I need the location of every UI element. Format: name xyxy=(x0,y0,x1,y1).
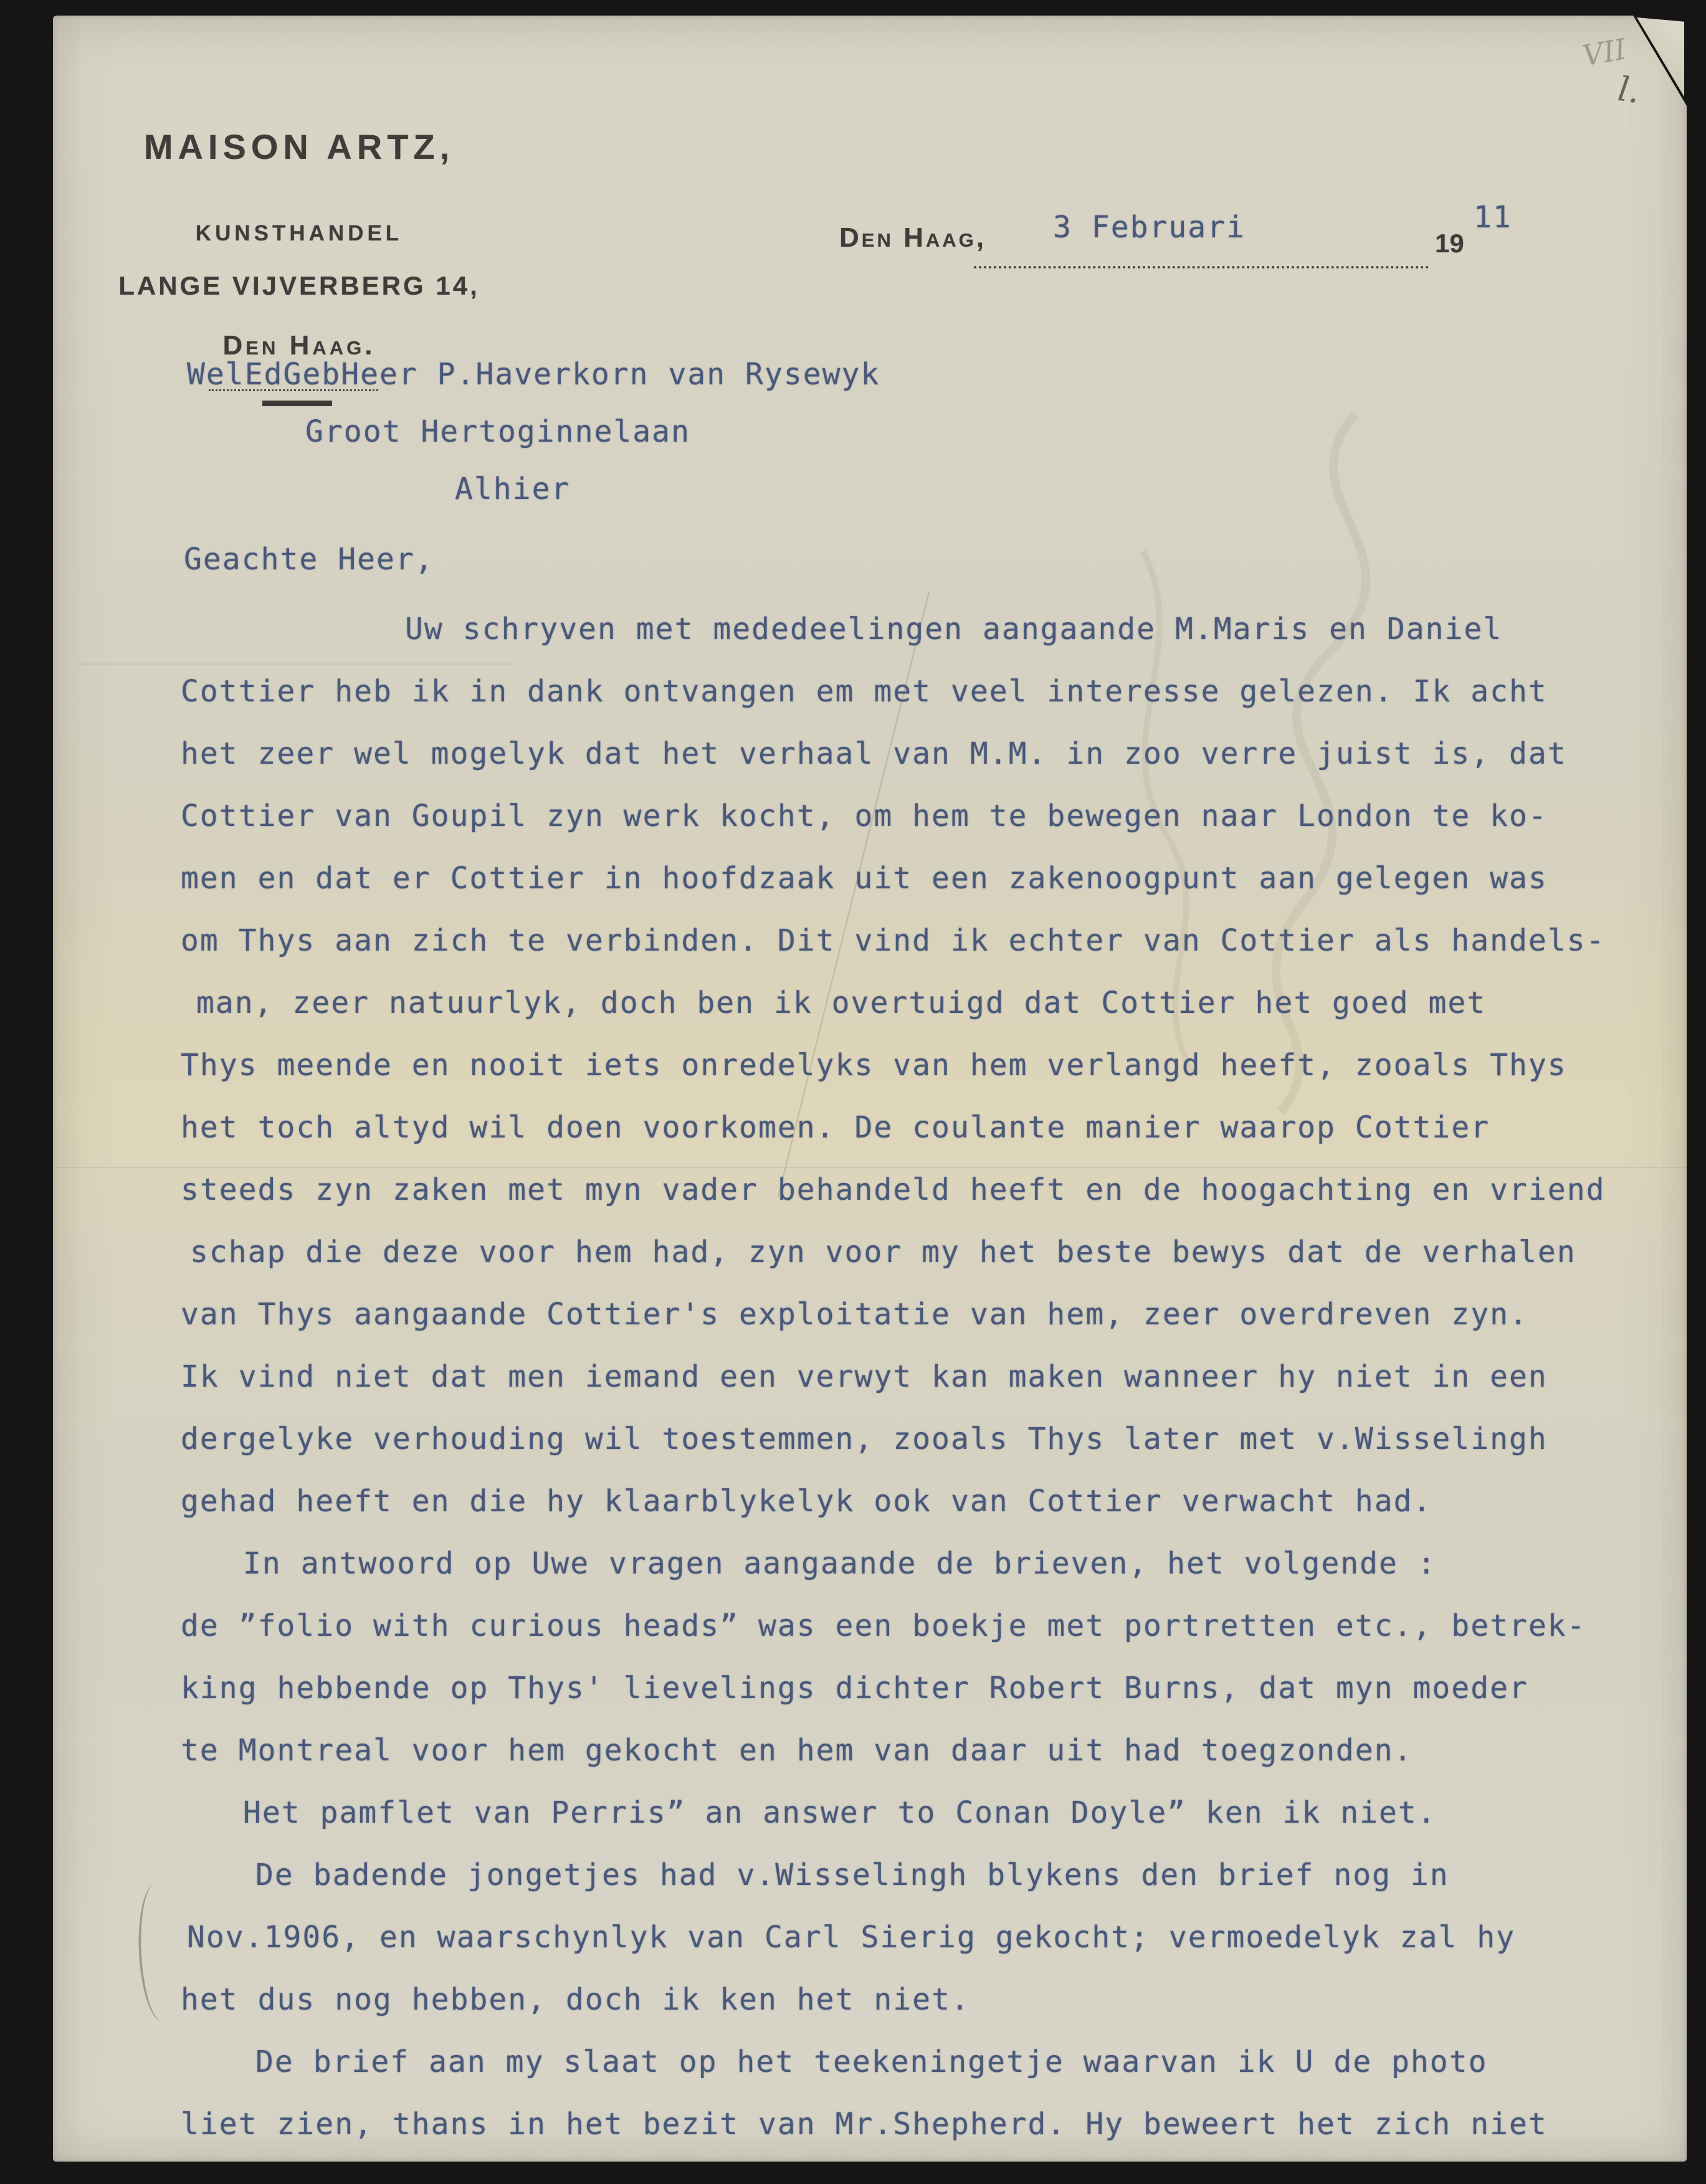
typed-line: king hebbende op Thys' lievelings dichter Robert Burns, dat myn moeder xyxy=(181,1671,1528,1706)
salutation: Geachte Heer, xyxy=(184,542,434,577)
recipient-name: WelEdGebHeer P.Haverkorn van Rysewyk xyxy=(187,357,880,392)
typed-line: steeds zyn zaken met myn vader behandeld heeft en de hoogachting en vriend xyxy=(181,1172,1606,1207)
typed-line: van Thys aangaande Cottier's exploitatie van hem, zeer overdreven zyn. xyxy=(181,1297,1528,1332)
dateline-year-prefix: 19 xyxy=(1435,229,1464,258)
typed-line: het zeer wel mogelyk dat het verhaal van M.M. in zoo verre juist is, dat xyxy=(181,736,1567,771)
letterhead-subtitle: KUNSTHANDEL xyxy=(195,221,403,245)
recipient-street: Groot Hertoginnelaan xyxy=(305,414,690,449)
pencil-page-mark: l. xyxy=(1615,69,1642,112)
typed-line: Cottier heb ik in dank ontvangen em met veel interesse gelezen. Ik acht xyxy=(181,674,1548,709)
typed-line: de ”folio with curious heads” was een boekje met portretten etc., betrek- xyxy=(181,1608,1586,1643)
dateline-typed-year: 11 xyxy=(1474,200,1512,235)
letterhead-city: Den Haag. xyxy=(222,330,376,361)
typed-line: De brief aan my slaat op het teekeningetje waarvan ik U de photo xyxy=(255,2044,1488,2079)
typed-line: In antwoord op Uwe vragen aangaande de brieven, het volgende : xyxy=(243,1546,1437,1581)
typed-line: te Montreal voor hem gekocht en hem van daar uit had toegzonden. xyxy=(181,1733,1413,1768)
typed-line: Uw schryven met mededeelingen aangaande M.Maris en Daniel xyxy=(405,612,1503,647)
letter-page xyxy=(53,16,1687,2162)
typed-line: Het pamflet van Perris” an answer to Conan Doyle” ken ik niet. xyxy=(243,1795,1437,1830)
dateline-place: Den Haag, xyxy=(839,222,986,253)
typed-line: De badende jongetjes had v.Wisselingh blykens den brief nog in xyxy=(255,1858,1449,1892)
dateline-typed-date: 3 Februari xyxy=(1053,210,1246,245)
letterhead-company: MAISON ARTZ, xyxy=(143,127,455,166)
letterhead-bar xyxy=(262,401,332,406)
typed-line: Nov.1906, en waarschynlyk van Carl Sierig gekocht; vermoedelyk zal hy xyxy=(187,1920,1515,1955)
typed-line: het dus nog hebben, doch ik ken het niet. xyxy=(181,1982,970,2017)
pencil-margin-parenthesis xyxy=(135,1883,182,2022)
typed-line: schap die deze voor hem had, zyn voor my het beste bewys dat de verhalen xyxy=(190,1235,1576,1270)
letter-body xyxy=(181,598,1605,2155)
typed-line: het toch altyd wil doen voorkomen. De coulante manier waarop Cottier xyxy=(181,1110,1490,1145)
typed-line: liet zien, thans in het bezit van Mr.Shepherd. Hy beweert het zich niet xyxy=(181,2107,1548,2142)
recipient-city: Alhier xyxy=(455,472,571,506)
typed-line: om Thys aan zich te verbinden. Dit vind ik echter van Cottier als handels- xyxy=(181,923,1606,958)
typed-line: Ik vind niet dat men iemand een verwyt kan maken wanneer hy niet in een xyxy=(181,1359,1548,1394)
typed-line: Cottier van Goupil zyn werk kocht, om hem te bewegen naar London te ko- xyxy=(181,799,1548,833)
typed-line: man, zeer natuurlyk, doch ben ik overtuigd dat Cottier het goed met xyxy=(196,985,1487,1020)
pencil-folio-number: VII xyxy=(1580,32,1629,73)
typed-line: gehad heeft en die hy klaarblykelyk ook van Cottier verwacht had. xyxy=(181,1484,1432,1519)
letterhead-address: LANGE VIJVERBERG 14, xyxy=(118,271,480,300)
typed-line: Thys meende en nooit iets onredelyks van hem verlangd heeft, zooals Thys xyxy=(181,1048,1567,1083)
typed-line: dergelyke verhouding wil toestemmen, zooals Thys later met v.Wisselingh xyxy=(181,1422,1548,1456)
typed-line: men en dat er Cottier in hoofdzaak uit een zakenoogpunt aan gelegen was xyxy=(181,861,1548,896)
